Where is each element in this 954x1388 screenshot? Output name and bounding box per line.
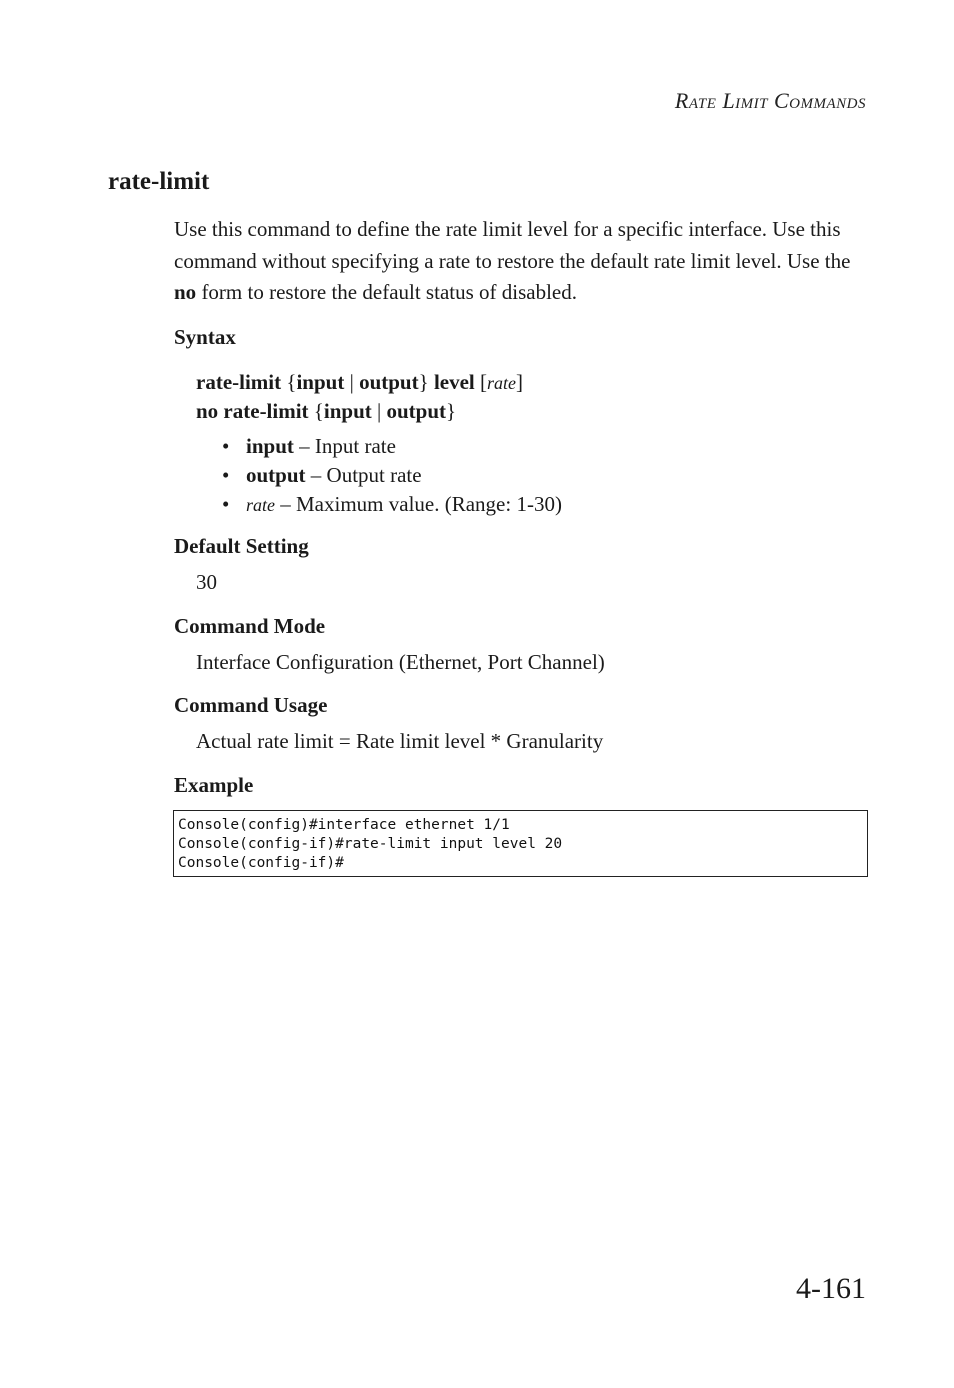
syntax-option-output: output — [359, 370, 419, 394]
syntax-param-rate: rate — [487, 373, 516, 393]
syntax-bracket: [ — [480, 370, 487, 394]
page-number: 4-161 — [796, 1272, 866, 1305]
syntax-option-input: input — [296, 370, 345, 394]
command-usage-heading: Command Usage — [174, 693, 328, 717]
command-usage-value: Actual rate limit = Rate limit level * Granularity — [196, 729, 604, 753]
running-header: Rate Limit Commands — [674, 88, 866, 113]
intro-bold-keyword: no — [174, 280, 197, 304]
syntax-bracket: ] — [516, 370, 523, 394]
parameter-list — [220, 432, 562, 520]
code-line: Console(config-if)#rate-limit input level 20 — [178, 836, 563, 852]
command-mode-value: Interface Configuration (Ethernet, Port Channel) — [196, 650, 605, 674]
syntax-brace: { — [313, 399, 324, 423]
command-mode-heading: Command Mode — [174, 614, 326, 638]
syntax-option-input: input — [323, 399, 372, 423]
list-item — [220, 432, 562, 461]
syntax-line-no-rate-limit — [196, 399, 456, 424]
example-code-box — [173, 810, 868, 877]
intro-text-end: form to restore the default status of disabled. — [196, 280, 577, 304]
syntax-option-output: output — [386, 399, 447, 423]
intro-paragraph — [174, 214, 874, 309]
syntax-brace: { — [286, 370, 297, 394]
syntax-command: rate-limit — [196, 370, 287, 394]
syntax-brace: } — [446, 399, 457, 423]
param-desc: – Input rate — [293, 434, 396, 458]
section-title: rate-limit — [108, 168, 210, 195]
syntax-pipe: | — [344, 370, 360, 394]
syntax-line-rate-limit — [196, 370, 523, 395]
syntax-pipe: | — [371, 399, 387, 423]
default-setting-value: 30 — [196, 570, 217, 594]
param-desc: – Maximum value. (Range: 1-30) — [275, 492, 562, 516]
syntax-heading: Syntax — [174, 325, 236, 349]
param-term-input: input — [246, 434, 294, 458]
param-term-rate: rate — [246, 495, 275, 515]
list-item — [220, 490, 562, 520]
syntax-command: no rate-limit — [196, 399, 314, 423]
syntax-keyword-level: level — [433, 370, 480, 394]
intro-text: Use this command to define the rate limit level for a specific interface. Use this command without specifying a rate to restore the default rate limit level. Use the — [174, 217, 851, 273]
code-line: Console(config)#interface ethernet 1/1 — [178, 817, 510, 833]
param-desc: – Output rate — [305, 463, 422, 487]
syntax-brace: } — [418, 370, 434, 394]
list-item — [220, 461, 562, 490]
default-setting-heading: Default Setting — [174, 534, 309, 558]
example-heading: Example — [174, 773, 254, 797]
code-line: Console(config-if)# — [178, 855, 344, 871]
param-term-output: output — [246, 463, 306, 487]
